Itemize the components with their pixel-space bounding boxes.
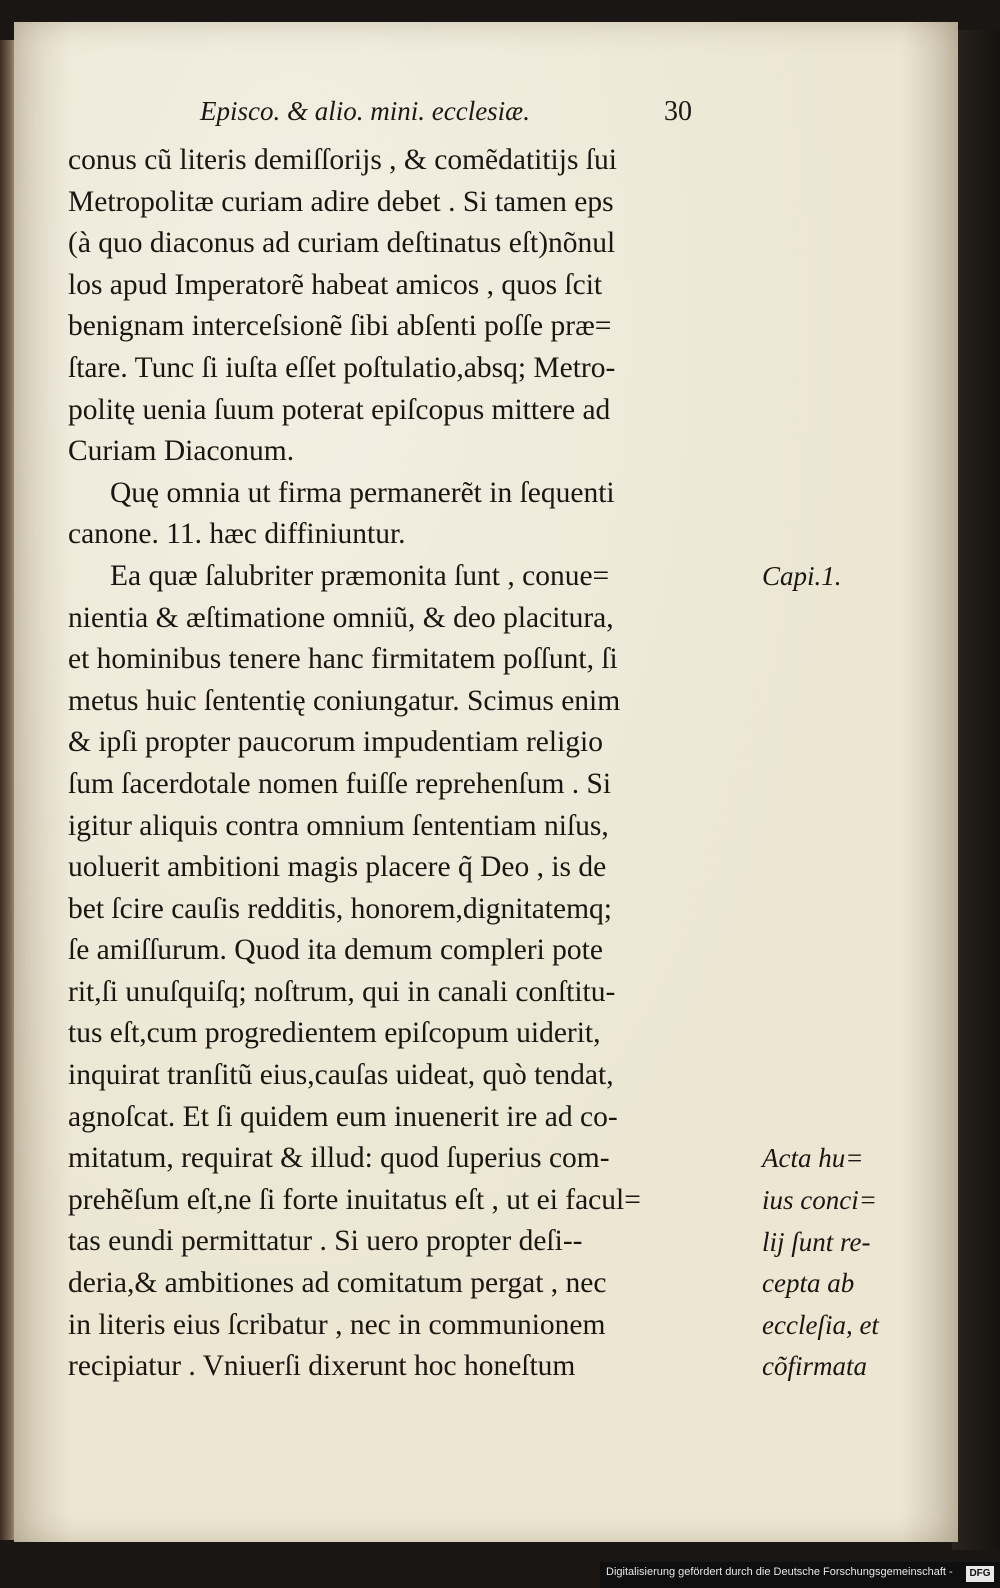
text-line: recipiatur . Vniuerſi dixerunt hoc honeſtum — [68, 1350, 576, 1383]
text-line: (à quo diaconus ad curiam deſtinatus eſt)nõnul — [68, 227, 616, 260]
text-line: agnoſcat. Et ſi quidem eum inuenerit ire ad co- — [68, 1100, 618, 1133]
text-line: nientia & æſtimatione omniũ, & deo placitura, — [68, 601, 614, 634]
text-line: benignam interceſsionẽ ſibi abſenti poſſe præ= — [68, 310, 612, 343]
text-line: conus cũ literis demiſſorijs , & comẽdatitijs ſui — [68, 144, 617, 176]
margin-note: ius conci= — [762, 1185, 877, 1215]
text-line: Metropolitæ curiam adire debet . Si tamen eps — [68, 185, 614, 218]
text-line: ſtare. Tunc ſi iuſta eſſet poſtulatio,absq; Metro- — [68, 351, 616, 384]
text-line: mitatum, requirat & illud: quod ſuperius com- — [68, 1142, 610, 1175]
text-line: metus huic ſententię coniungatur. Scimus enim — [68, 684, 621, 717]
digitization-footer — [600, 1562, 1000, 1588]
text-line: canone. 11. hæc diffiniuntur. — [68, 518, 406, 551]
margin-note: Acta hu= — [762, 1143, 864, 1174]
right-page-edge — [952, 30, 1000, 1550]
margin-note: cepta ab — [762, 1268, 855, 1299]
text-line: inquirat tranſitũ eius,cauſas uideat, quò tendat, — [68, 1059, 614, 1092]
text-line: Quę omnia ut firma permanerẽt in ſequenti — [110, 476, 615, 509]
page-number: 30 — [664, 96, 692, 127]
text-line: igitur aliquis contra omnium ſententiam niſus, — [68, 809, 609, 842]
margin-note: Capi.1. — [762, 561, 842, 591]
text-line: politę uenia ſuum poterat epiſcopus mittere ad — [68, 393, 611, 426]
body-text — [68, 140, 768, 1388]
text-line: et hominibus tenere hanc firmitatem poſſunt, ſi — [68, 643, 618, 676]
running-head: Episco. & alio. mini. ecclesiæ. — [200, 96, 530, 126]
text-line: deria,& ambitiones ad comitatum pergat , nec — [68, 1267, 607, 1300]
footer-credit: Digitalisierung gefördert durch die Deutsche Forschungsgemeinschaft - — [606, 1566, 953, 1578]
text-line: tus eſt,cum progredientem epiſcopum uiderit, — [68, 1017, 601, 1050]
text-line: prehẽſum eſt,ne ſi forte inuitatus eſt , ut ei facul= — [68, 1183, 641, 1216]
dfg-logo: DFG — [966, 1566, 994, 1582]
margin-note: cõfirmata — [762, 1351, 867, 1382]
text-line: & ipſi propter paucorum impudentiam religio — [68, 726, 603, 759]
text-line: ſum ſacerdotale nomen fuiſſe reprehenſum . Si — [68, 767, 612, 800]
margin-note: lij ſunt re- — [762, 1226, 871, 1257]
text-line: rit,ſi unuſquiſq; noſtrum, qui in canali conſtitu- — [68, 975, 616, 1008]
margin-note: eccleſia, et — [762, 1309, 879, 1340]
text-line: Ea quæ ſalubriter præmonita ſunt , conue= — [110, 559, 610, 592]
text-line: los apud Imperatorẽ habeat amicos , quos ſcit — [68, 268, 603, 301]
text-line: bet ſcire cauſis redditis, honorem,dignitatemq; — [68, 892, 612, 925]
text-line: tas eundi permittatur . Si uero propter deſi-- — [68, 1225, 583, 1258]
text-line: ſe amiſſurum. Quod ita demum compleri pote — [68, 934, 603, 967]
text-line: in literis eius ſcribatur , nec in communionem — [68, 1308, 606, 1341]
text-line: Curiam Diaconum. — [68, 435, 295, 468]
text-line: uoluerit ambitioni magis placere q̃ Deo , is de — [68, 851, 607, 884]
